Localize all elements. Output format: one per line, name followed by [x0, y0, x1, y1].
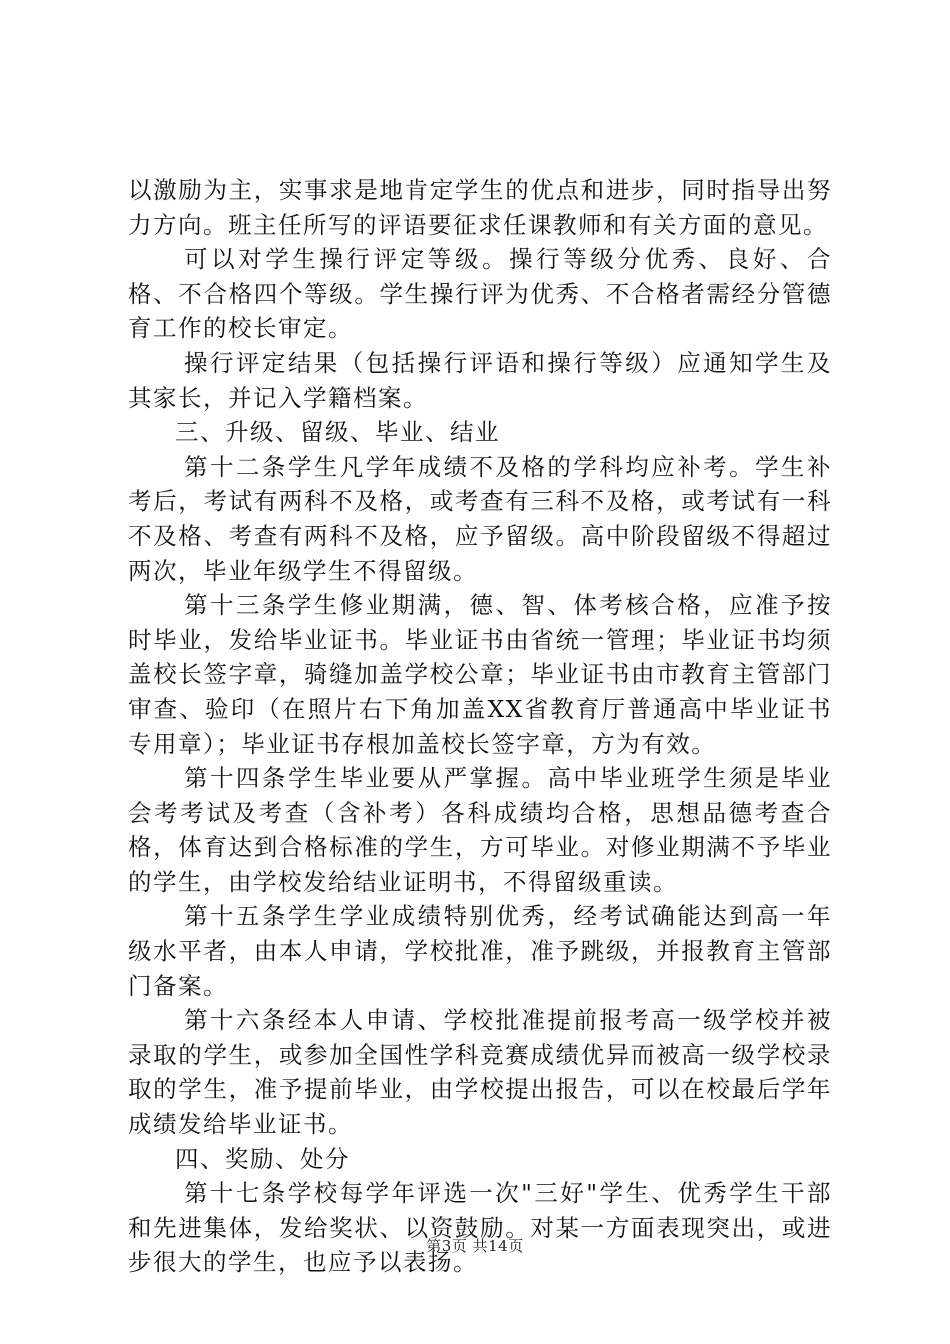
paragraph-article-12: 第十二条学生凡学年成绩不及格的学科均应补考。学生补考后，考试有两科不及格，或考查有三科不及格，或考试有一科不及格、考查有两科不及格，应予留级。高中阶段留级不得超过两次，毕业年级学生不得留级。: [128, 452, 832, 585]
paragraph-article-14: 第十四条学生毕业要从严掌握。高中毕业班学生须是毕业会考考试及考查（含补考）各科成绩均合格，思想品德考查合格，体育达到合格标准的学生，方可毕业。对修业期满不予毕业的学生，由学校发给结业证明书，不得留级重读。: [128, 764, 832, 896]
paragraph-2: 可以对学生操行评定等级。操行等级分优秀、良好、合格、不合格四个等级。学生操行评为优秀、不合格者需经分管德育工作的校长审定。: [128, 245, 832, 343]
paragraph-article-13: 第十三条学生修业期满，德、智、体考核合格，应准予按时毕业，发给毕业证书。毕业证书由省统一管理；毕业证书均须盖校长签字章，骑缝加盖学校公章；毕业证书由市教育主管部门审查、验印（在照片右下角加盖XX省教育厅普通高中毕业证书专用章）；毕业证书存根加盖校长签字章，方为有效。: [128, 591, 832, 758]
paragraph-article-17: 第十七条学校每学年评选一次"三好"学生、优秀学生干部和先进集体，发给奖状、以资鼓励。对某一方面表现突出，或进步很大的学生，也应予以表扬。: [128, 1179, 832, 1277]
section-heading-3: 三、升级、留级、毕业、结业: [175, 418, 500, 447]
paragraph-1: 以激励为主，实事求是地肯定学生的优点和进步，同时指导出努力方向。班主任所写的评语要征求任课教师和有关方面的意见。: [128, 176, 832, 239]
paragraph-article-16: 第十六条经本人申请、学校批准提前报考高一级学校并被录取的学生，或参加全国性学科竞赛成绩优异而被高一级学校录取的学生，准予提前毕业，由学校提出报告，可以在校最后学年成绩发给毕业证书。: [128, 1006, 832, 1139]
paragraph-3: 操行评定结果（包括操行评语和操行等级）应通知学生及其家长，并记入学籍档案。: [128, 348, 832, 412]
page-footer: 第3页 共14页: [426, 1237, 524, 1255]
document-body: [128, 173, 832, 1280]
paragraph-article-15: 第十五条学生学业成绩特别优秀，经考试确能达到高一年级水平者，由本人申请，学校批准，准予跳级，并报教育主管部门备案。: [128, 902, 832, 1000]
section-heading-4: 四、奖励、处分: [175, 1144, 350, 1173]
